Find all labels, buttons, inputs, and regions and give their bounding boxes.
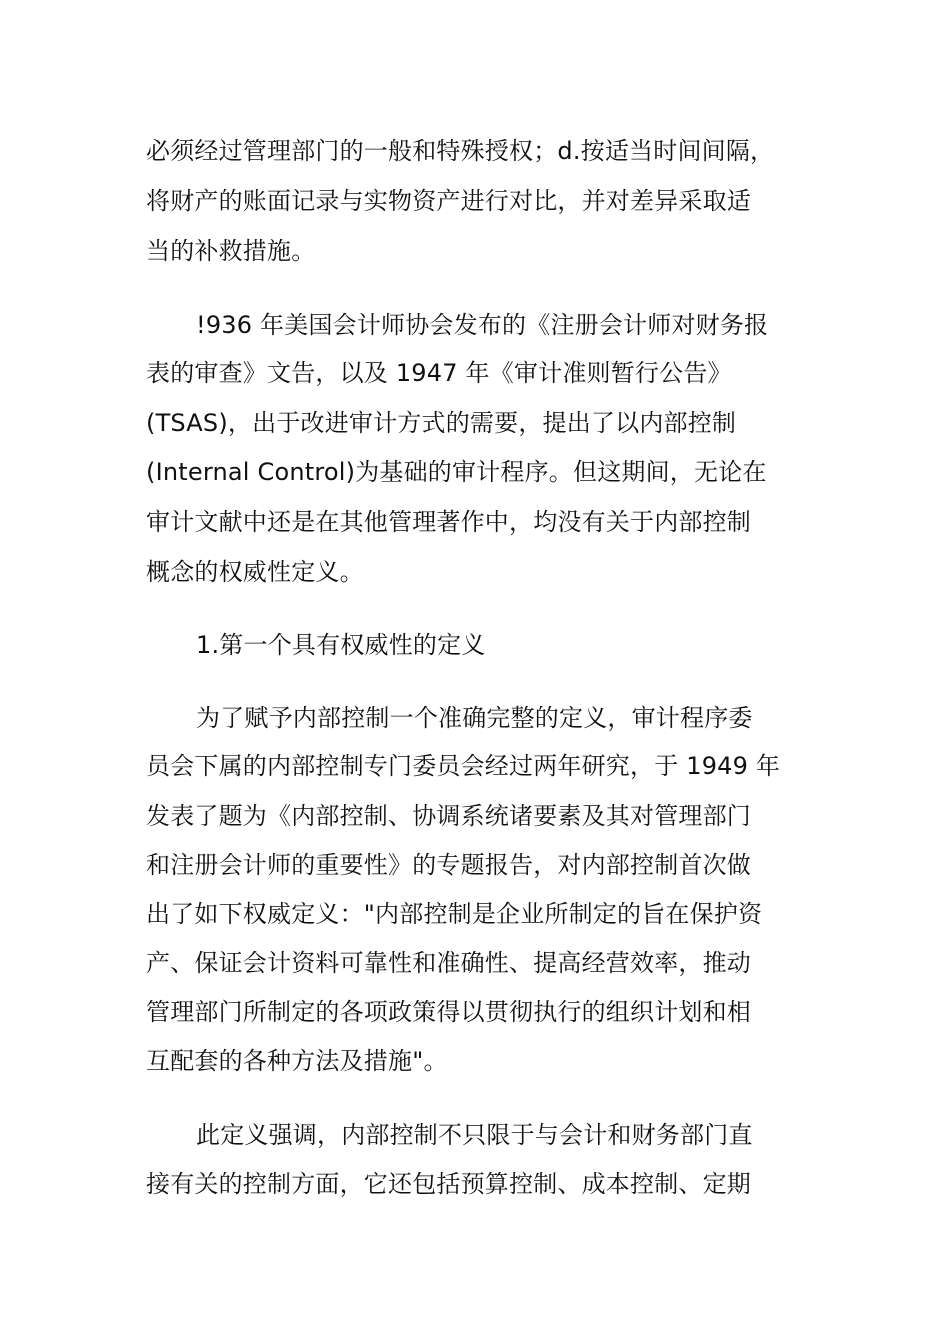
text-line: 出了如下权威定义："内部控制是企业所制定的旨在保护资 <box>146 900 763 928</box>
text-line: 互配套的各种方法及措施"。 <box>146 1047 448 1075</box>
text-line: !936 年美国会计师协会发布的《注册会计师对财务报 <box>196 311 769 339</box>
text-line: 发表了题为《内部控制、协调系统诸要素及其对管理部门 <box>146 802 751 830</box>
text-line: 此定义强调，内部控制不只限于与会计和财务部门直 <box>196 1121 753 1149</box>
text-line: 员会下属的内部控制专门委员会经过两年研究，于 1949 年 <box>146 752 781 780</box>
text-line: 审计文献中还是在其他管理著作中，均没有关于内部控制 <box>146 508 751 536</box>
text-line: 将财产的账面记录与实物资产进行对比，并对差异采取适 <box>146 187 751 215</box>
text-line: 当的补救措施。 <box>146 237 316 265</box>
text-line: 必须经过管理部门的一般和特殊授权；d.按适当时间间隔， <box>146 137 775 165</box>
text-line: (Internal Control)为基础的审计程序。但这期间，无论在 <box>146 458 767 486</box>
text-line: 管理部门所制定的各项政策得以贯彻执行的组织计划和相 <box>146 998 751 1026</box>
text-line: 为了赋予内部控制一个准确完整的定义，审计程序委 <box>196 704 753 732</box>
text-line: 表的审查》文告，以及 1947 年《审计准则暂行公告》 <box>146 359 732 387</box>
heading-text: 1.第一个具有权威性的定义 <box>196 631 486 659</box>
text-line: 和注册会计师的重要性》的专题报告，对内部控制首次做 <box>146 851 751 879</box>
text-line: 概念的权威性定义。 <box>146 558 364 586</box>
text-line: (TSAS)，出于改进审计方式的需要，提出了以内部控制 <box>146 409 737 437</box>
text-line: 接有关的控制方面，它还包括预算控制、成本控制、定期 <box>146 1170 751 1198</box>
text-line: 产、保证会计资料可靠性和准确性、提高经营效率，推动 <box>146 949 751 977</box>
